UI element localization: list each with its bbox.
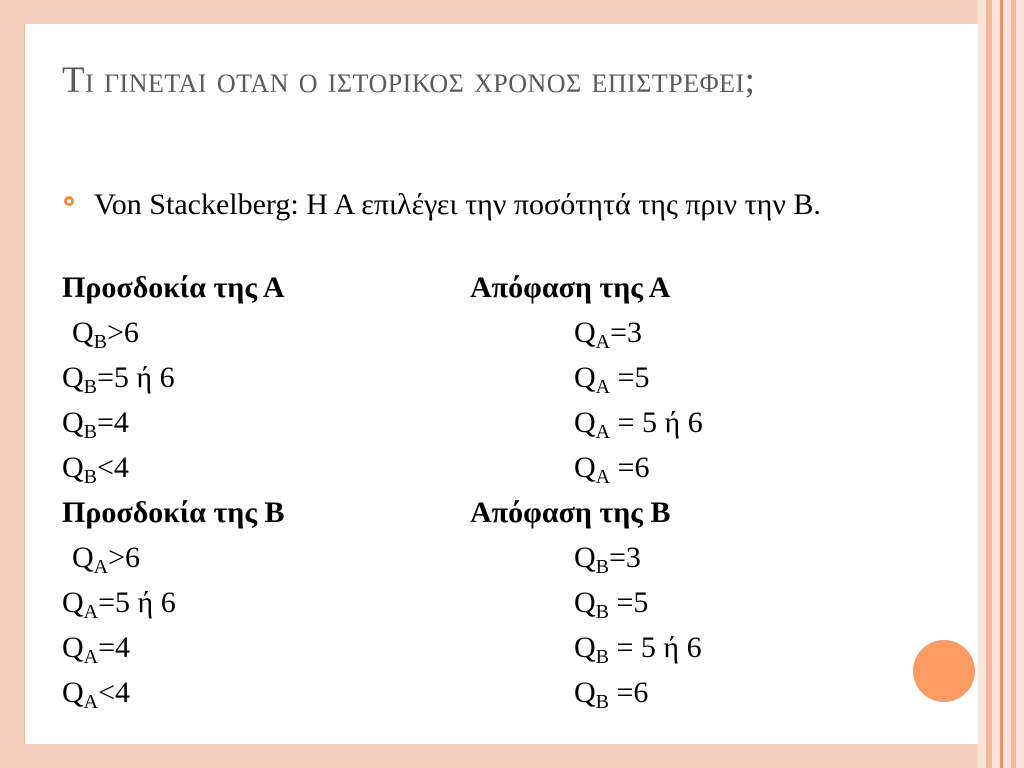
orange-ring-bullet-icon (64, 196, 74, 206)
variable-subscript: B (595, 646, 610, 668)
variable-subscript: A (83, 646, 99, 668)
variable-letter: Q (574, 406, 596, 439)
table-row (62, 405, 962, 441)
variable-subscript: B (83, 466, 98, 488)
decision-text: =5 (610, 361, 650, 394)
decision-value (574, 585, 648, 630)
expectation-value (62, 405, 129, 450)
slide-frame-left (0, 0, 24, 768)
variable-letter: Q (574, 316, 596, 349)
variable-letter: Q (72, 316, 94, 349)
variable-letter: Q (574, 361, 596, 394)
decision-value (574, 675, 648, 720)
variable-subscript: B (595, 691, 610, 713)
table-row (62, 630, 962, 666)
expectation-value (72, 315, 139, 360)
condition-text: <4 (97, 451, 129, 484)
decision-text: =3 (609, 541, 641, 574)
bullet-item (64, 186, 924, 223)
table-row (62, 585, 962, 621)
variable-subscript: B (93, 331, 108, 353)
slide-title: Τι γινεται οταν ο ιστορικος χρονος επιστρεφει; (62, 60, 756, 101)
expectation-value (62, 360, 175, 405)
decision-value (574, 630, 702, 675)
variable-subscript: A (595, 466, 611, 488)
section-heading-row (62, 495, 962, 531)
expectation-value (62, 585, 176, 630)
decision-text: =3 (610, 316, 643, 349)
section-heading-row (62, 270, 962, 306)
variable-subscript: B (83, 421, 98, 443)
expectation-value (62, 675, 130, 720)
slide-frame-top (24, 0, 978, 24)
variable-subscript: B (595, 556, 610, 578)
table-row (62, 540, 962, 576)
expectation-value (72, 540, 140, 585)
condition-text: >6 (108, 541, 141, 574)
table-row (62, 450, 962, 486)
decision-value (574, 405, 703, 450)
variable-letter: Q (62, 361, 84, 394)
decision-value (574, 360, 650, 405)
expectation-heading: Προσδοκία της Β (62, 496, 285, 529)
slide-frame-inner-line (24, 24, 25, 744)
decision-value (574, 315, 642, 360)
condition-text: =4 (97, 406, 129, 439)
table-row (62, 675, 962, 711)
decision-text: =6 (609, 676, 649, 709)
condition-text: >6 (107, 316, 139, 349)
variable-letter: Q (574, 631, 596, 664)
variable-subscript: B (595, 601, 610, 623)
expectation-value (62, 630, 130, 675)
decision-text: =5 (609, 586, 649, 619)
expectation-heading: Προσδοκία της Α (62, 271, 285, 304)
expectation-value (62, 450, 129, 495)
variable-letter: Q (62, 451, 84, 484)
variable-letter: Q (72, 541, 94, 574)
variable-letter: Q (62, 586, 84, 619)
decision-text: = 5 ή 6 (609, 631, 702, 664)
variable-letter: Q (62, 676, 84, 709)
decorative-stripes (978, 0, 1024, 768)
variable-subscript: A (595, 376, 611, 398)
variable-letter: Q (574, 541, 596, 574)
decision-text: =6 (610, 451, 650, 484)
variable-letter: Q (62, 406, 84, 439)
decision-value (574, 540, 641, 585)
condition-text: =5 ή 6 (97, 361, 175, 394)
variable-subscript: A (595, 331, 611, 353)
variable-letter: Q (574, 586, 596, 619)
variable-subscript: A (83, 691, 99, 713)
variable-letter: Q (574, 451, 596, 484)
variable-letter: Q (574, 676, 596, 709)
variable-subscript: A (595, 421, 611, 443)
table-row (62, 360, 962, 396)
decision-heading: Απόφαση της Β (470, 496, 671, 529)
variable-subscript: A (83, 601, 99, 623)
variable-letter: Q (62, 631, 84, 664)
slide-frame-bottom (24, 744, 978, 768)
variable-subscript: A (93, 556, 109, 578)
decision-text: = 5 ή 6 (610, 406, 703, 439)
variable-subscript: B (83, 376, 98, 398)
condition-text: =4 (98, 631, 131, 664)
decision-value (574, 450, 650, 495)
condition-text: =5 ή 6 (98, 586, 176, 619)
table-row (62, 315, 962, 351)
bullet-text: Von Stackelberg: Η Α επιλέγει την ποσότητά της πριν την Β. (94, 188, 821, 221)
decision-heading: Απόφαση της Α (470, 271, 671, 304)
condition-text: <4 (98, 676, 131, 709)
orange-circle-icon (913, 640, 975, 702)
